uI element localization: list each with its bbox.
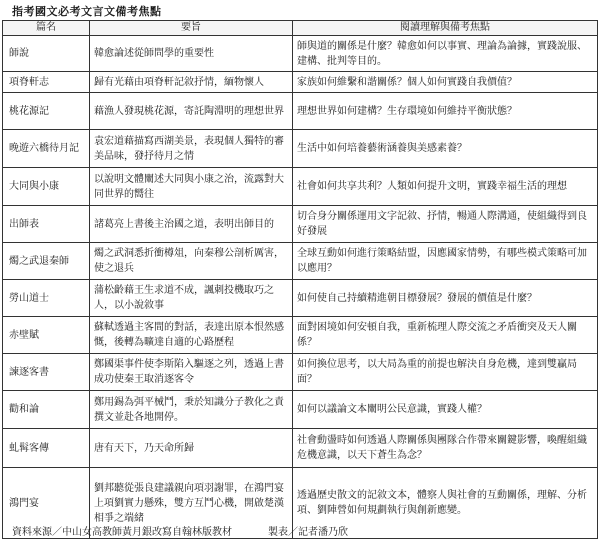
cell-gist: 韓愈論述從師問學的重要性	[90, 36, 293, 72]
table-row	[3, 36, 598, 72]
cell-gist: 歸有光藉由項脊軒記敘抒情，緬物懷人	[90, 72, 293, 93]
credit-note: 製表／記者潘乃欣	[268, 527, 348, 538]
cell-title: 出師表	[3, 206, 90, 243]
table-row	[3, 354, 598, 391]
cell-title: 諫逐客書	[3, 354, 90, 391]
table-row	[3, 429, 598, 468]
cell-title: 大同與小康	[3, 168, 90, 206]
table-row	[3, 243, 598, 280]
cell-title: 鴻門宴	[3, 468, 90, 539]
cell-focus: 透過歷史散文的記敘文本，體察人與社會的互動關係，理解、分析項、劉陣營如何規劃執行與創新應變。	[293, 468, 598, 539]
cell-gist: 鄭國渠事件使李斯陷入驅逐之列，透過上書成功使秦王取消逐客令	[90, 354, 293, 391]
table-row	[3, 206, 598, 243]
cell-title: 勸和論	[3, 391, 90, 429]
table-row	[3, 391, 598, 429]
cell-focus: 師與道的關係是什麼？韓愈如何以事實、理論為論據，實踐說服、建構、批判等目的。	[293, 36, 598, 72]
cell-focus: 家族如何維繫和諧關係？個人如何實踐自我價值？	[293, 72, 598, 93]
cell-gist: 劉邦聽從張良建議親向項羽謝罪，在鴻門宴上項劉實力懸殊，雙方互鬥心機，開啟楚漢相爭之端緒	[90, 468, 293, 539]
cell-focus: 理想世界如何建構？生存環境如何維持平衡狀態？	[293, 93, 598, 130]
table-row	[3, 168, 598, 206]
table-row	[3, 93, 598, 130]
cell-focus: 社會動盪時如何透過人際關係與團隊合作帶來關鍵影響，喚醒組織危機意識，以天下蒼生為念？	[293, 429, 598, 468]
table-row	[3, 317, 598, 354]
cell-title: 項脊軒志	[3, 72, 90, 93]
cell-title: 赤壁賦	[3, 317, 90, 354]
column-header-gist: 要旨	[90, 21, 293, 36]
cell-gist: 蘇軾透過主客間的對話，表達出原本恨然感慨，後轉為曠達自適的心路歷程	[90, 317, 293, 354]
cell-focus: 切合身分關係運用文字記敘、抒情，暢通人際溝通，使組織得到良好發展	[293, 206, 598, 243]
cell-gist: 以說明文體闡述大同與小康之治，流露對大同世界的嚮往	[90, 168, 293, 206]
cell-gist: 藉漁人發現桃花源，寄託陶淵明的理想世界	[90, 93, 293, 130]
cell-focus: 社會如何共享共利？人類如何提升文明，實踐幸福生活的理想	[293, 168, 598, 206]
cell-title: 晚遊六橋待月記	[3, 130, 90, 168]
source-note: 資料來源／中山女高教師黃月銀改寫自翰林版教材	[12, 527, 232, 538]
cell-gist: 諸葛亮上書後主治國之道，表明出師目的	[90, 206, 293, 243]
cell-title: 勞山道士	[3, 280, 90, 317]
cell-title: 燭之武退秦師	[3, 243, 90, 280]
column-header-title: 篇名	[3, 21, 90, 36]
cell-gist: 袁宏道藉描寫西湖美景，表現個人獨特的審美品味，發抒待月之情	[90, 130, 293, 168]
cell-focus: 生活中如何培養藝術涵養與美感素養？	[293, 130, 598, 168]
column-header-focus: 閱讀理解與備考焦點	[293, 21, 598, 36]
exam-focus-table	[2, 20, 598, 539]
cell-focus: 如何使自己持續精進朝目標發展？發展的價值是什麼？	[293, 280, 598, 317]
cell-focus: 面對困境如何安頓自我，重新梳理人際交流之矛盾衝突及天人關係？	[293, 317, 598, 354]
cell-title: 虬髯客傳	[3, 429, 90, 468]
cell-title: 師說	[3, 36, 90, 72]
page-title: 指考國文必考文言文備考焦點	[12, 5, 162, 18]
cell-focus: 如何換位思考，以大局為重的前提也解決自身危機，達到雙贏局面？	[293, 354, 598, 391]
table-row	[3, 280, 598, 317]
cell-gist: 唐有天下，乃天命所歸	[90, 429, 293, 468]
cell-gist: 鄭用錫為弭平械鬥，秉於知識分子教化之責撰文並赴各地開停。	[90, 391, 293, 429]
cell-focus: 如何以議論文本闡明公民意識，實踐人權？	[293, 391, 598, 429]
table-row	[3, 130, 598, 168]
cell-focus: 全球互動如何進行策略結盟，因應國家情勢，有哪些模式策略可加以應用？	[293, 243, 598, 280]
table-row	[3, 72, 598, 93]
cell-gist: 蒲松齡藉王生求道不成，諷刺投機取巧之人，以小說敘事	[90, 280, 293, 317]
table-header-row	[3, 21, 598, 36]
cell-title: 桃花源記	[3, 93, 90, 130]
cell-gist: 燭之武洞悉折衝樽俎，向秦穆公剖析厲害，使之退兵	[90, 243, 293, 280]
table-footer	[12, 523, 348, 538]
